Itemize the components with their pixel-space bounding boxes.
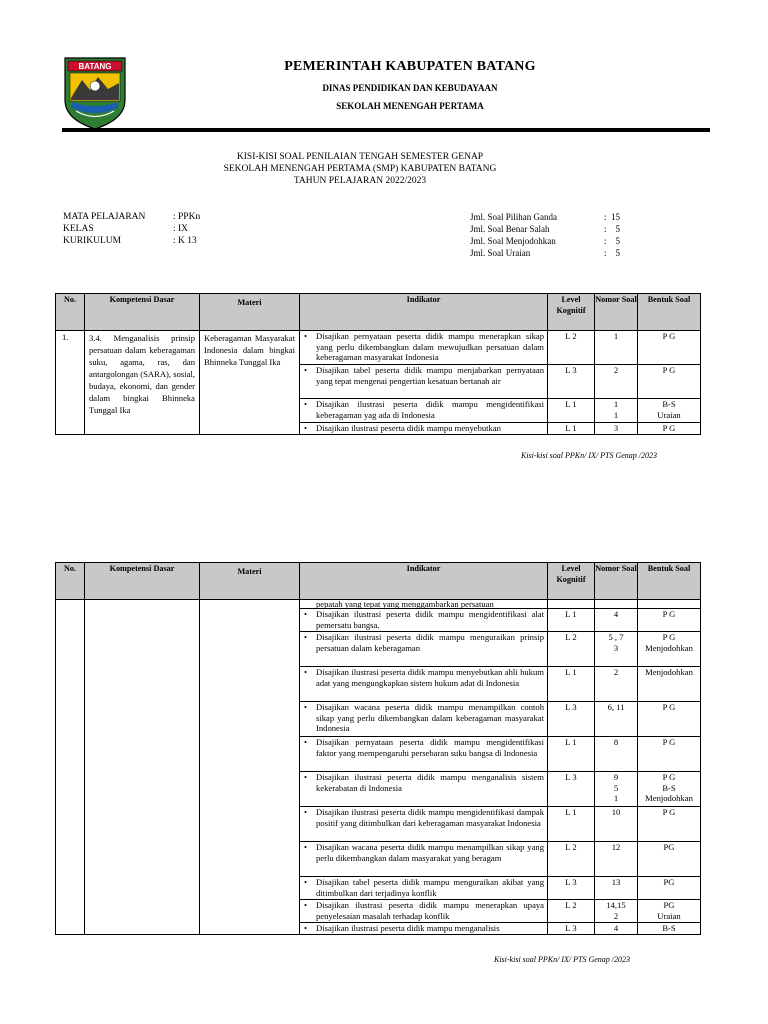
table-row: • Disajikan ilustrasi peserta didik mampu menguraikan prinsip persatuan dalam keberagaman L 2 5 , 7 3 P G Menjodohkan (56, 632, 701, 667)
info-value: : 15 (604, 212, 621, 222)
info-label: Jml. Soal Pilihan Ganda (470, 212, 557, 222)
nomor-soal: 3 (595, 423, 638, 435)
header-materi: Materi (237, 567, 262, 576)
info-label: Jml. Soal Benar Salah (470, 224, 550, 234)
kompetensi-dasar (85, 600, 200, 935)
header-government: PEMERINTAH KABUPATEN BATANG (284, 59, 536, 74)
table-row: • Disajikan ilustrasi peserta didik mampu mengidentifikasi dampak positif yang ditimbulkan dari keberagaman masyarakat Indonesia L 1 10 P G (56, 807, 701, 842)
nomor-soal: 6, 11 (595, 702, 638, 737)
header-materi: Materi (237, 298, 262, 307)
indikator-text: Disajikan ilustrasi peserta didik mampu menyebutkan (316, 423, 501, 433)
table-row: • Disajikan pernyataan peserta didik mampu mengidentifikasi faktor yang mempengaruhi persebaran suku bangsa di Indonesia L 1 8 P G (56, 737, 701, 772)
header-kompetensi: Kompetensi Dasar (109, 564, 175, 573)
bentuk-soal: P G (638, 807, 701, 842)
table-row: • Disajikan wacana peserta didik mampu menampilkan sikap yang perlu dikembangkan dalam masyarakat yang beragam L 2 12 PG (56, 842, 701, 877)
level-kognitif: L 2 (548, 632, 595, 667)
table-row: • Disajikan ilustrasi peserta didik mampu menyebutkan ahli hukum adat yang mengungkapkan sistem hukum adat di Indonesia L 1 2 Menjodohkan (56, 667, 701, 702)
document-title-1: KISI-KISI SOAL PENILAIAN TENGAH SEMESTER GENAP (236, 152, 484, 162)
header-indikator: Indikator (406, 564, 441, 573)
level-kognitif: L 3 (548, 772, 595, 807)
footnote-page2: Kisi-kisi soal PPKn/ IX/ PTS Genap /2023 (494, 955, 630, 964)
level-kognitif: L 1 (548, 667, 595, 702)
nomor-soal: 4 (595, 609, 638, 632)
header-department: DINAS PENDIDIKAN DAN KEBUDAYAAN (322, 83, 498, 93)
info-label: KELAS (63, 224, 94, 234)
level-kognitif: L 3 (548, 702, 595, 737)
table-row: 1. 3.4. Menganalisis prinsip persatuan dalam keberagaman suku, agama, ras, dan antargolongan (SARA), sosial, budaya, ekonomi, dan gender dalam bingkai Bhinneka Tunggal Ika Keberagaman Masyarakat Indonesia dalam bingkai Bhinneka Tunggal Ika • Disajikan pernyataan peserta didik mampu menerapkan sikap yang perlu dikembangkan dalam mewujudkan persatuan dalam keberagaman masyarakat Indonesia L 2 1 P G (56, 331, 701, 365)
indikator-text: Disajikan ilustrasi peserta didik mampu menganalisis (316, 923, 500, 933)
nomor-soal: 12 (595, 842, 638, 877)
materi (200, 600, 300, 935)
indikator-text: Disajikan ilustrasi peserta didik mampu menganalisis sistem kekerabatan di Indonesia (316, 772, 544, 793)
nomor-soal: 2 (595, 667, 638, 702)
indikator-text: Disajikan pernyataan peserta didik mampu mengidentifikasi faktor yang mempengaruhi persebaran suku bangsa di Indonesia (316, 737, 544, 758)
table-row: • Disajikan ilustrasi peserta didik mampu menganalisis sistem kekerabatan di Indonesia L 3 9 5 1 P G B-S Menjodohkan (56, 772, 701, 807)
header-no: No. (63, 295, 77, 304)
bentuk-soal: P G (638, 609, 701, 632)
bentuk-soal: P G Menjodohkan (638, 632, 701, 667)
header-kompetensi: Kompetensi Dasar (109, 295, 175, 304)
header-level: Level Kognitif (556, 295, 586, 315)
level-kognitif: L 2 (548, 331, 595, 365)
bentuk-soal: P G B-S Menjodohkan (638, 772, 701, 807)
info-label: Jml. Soal Uraian (470, 248, 531, 258)
table-row: • Disajikan ilustrasi peserta didik mampu menyebutkan L 1 3 P G (56, 423, 701, 435)
nomor-soal: 1 (595, 331, 638, 365)
level-kognitif: L 3 (548, 877, 595, 900)
info-right (470, 211, 620, 259)
bentuk-soal: P G (638, 331, 701, 365)
level-kognitif: L 3 (548, 365, 595, 399)
header-school: SEKOLAH MENENGAH PERTAMA (336, 101, 484, 111)
level-kognitif: L 1 (548, 609, 595, 632)
footnote-page1: Kisi-kisi soal PPKn/ IX/ PTS Genap /2023 (521, 451, 657, 460)
indikator-text: Disajikan wacana peserta didik mampu menampilkan sikap yang perlu dikembangkan dalam masyarakat yang beragam (316, 842, 544, 863)
header-bentuk: Bentuk Soal (647, 295, 691, 304)
indikator-text: Disajikan ilustrasi peserta didik mampu menguraikan prinsip persatuan dalam keberagaman (316, 632, 544, 653)
indikator-continuation: pepatah yang tepat yang menggambarkan persatuan (316, 600, 494, 608)
indikator-text: Disajikan ilustrasi peserta didik mampu mengidentifikasi dampak positif yang ditimbulkan dari keberagaman masyarakat Indonesia (316, 807, 544, 828)
info-value: : 5 (604, 248, 621, 258)
nomor-soal: 14,15 2 (595, 900, 638, 923)
header-bentuk: Bentuk Soal (647, 564, 691, 573)
table-row: • Disajikan ilustrasi peserta didik mampu mengidentifikasi keberagaman yag ada di Indonesia L 1 1 1 B-S Uraian (56, 399, 701, 423)
table-row: • Disajikan tabel peserta didik mampu menguraikan akibat yang ditimbulkan dari terjadinya konflik L 3 13 PG (56, 877, 701, 900)
indikator-text: Disajikan pernyataan peserta didik mampu menerapkan sikap yang perlu dikembangkan dalam mewujudkan persatuan dalam keberagaman masyarakat Indonesia (316, 331, 544, 362)
bentuk-soal: B-S Uraian (638, 399, 701, 423)
bentuk-soal: B-S (638, 923, 701, 935)
level-kognitif: L 1 (548, 423, 595, 435)
nomor-soal: 10 (595, 807, 638, 842)
batang-regency-logo (62, 56, 128, 130)
document-title-3: TAHUN PELAJARAN 2022/2023 (293, 176, 427, 186)
indikator-text: Disajikan wacana peserta didik mampu menampilkan contoh sikap yang perlu dikembangkan dalam keberagaman masyarakat Indonesia (316, 702, 544, 733)
table-row: • Disajikan ilustrasi peserta didik mampu menerapkan upaya penyelesaian masalah terhadap konflik L 2 14,15 2 PG Uraian (56, 900, 701, 923)
bentuk-soal: P G (638, 423, 701, 435)
nomor-soal: 5 , 7 3 (595, 632, 638, 667)
level-kognitif: L 1 (548, 399, 595, 423)
nomor-soal: 2 (595, 365, 638, 399)
table-row: • Disajikan tabel peserta didik mampu menjabarkan pernyataan yang tepat mengenai pengertian kesatuan bertanah air L 3 2 P G (56, 365, 701, 399)
indikator-text: Disajikan ilustrasi peserta didik mampu mengidentifikasi keberagaman yag ada di Indonesia (316, 399, 544, 420)
kompetensi-dasar: 3.4. Menganalisis prinsip persatuan dalam keberagaman suku, agama, ras, dan antargolongan (SARA), sosial, budaya, ekonomi, dan gender dalam bingkai Bhinneka Tunggal Ika (89, 333, 195, 415)
row-number: 1. (56, 331, 85, 435)
indikator-text: Disajikan tabel peserta didik mampu menguraikan akibat yang ditimbulkan dari terjadinya konflik (316, 877, 544, 898)
level-kognitif: L 1 (548, 737, 595, 772)
bentuk-soal: PG (638, 842, 701, 877)
indikator-text: Disajikan ilustrasi peserta didik mampu menyebutkan ahli hukum adat yang mengungkapkan sistem hukum adat di Indonesia (316, 667, 544, 688)
level-kognitif: L 3 (548, 923, 595, 935)
bentuk-soal: PG Uraian (638, 900, 701, 923)
materi: Keberagaman Masyarakat Indonesia dalam bingkai Bhinneka Tunggal Ika (204, 333, 295, 367)
header-rule (62, 128, 710, 132)
info-value: : PPKn (173, 212, 201, 222)
header-no: No. (63, 564, 77, 573)
indikator-text: Disajikan tabel peserta didik mampu menjabarkan pernyataan yang tepat mengenai pengertian kesatuan bertanah air (316, 365, 544, 386)
level-kognitif: L 1 (548, 807, 595, 842)
info-value: : IX (173, 224, 189, 234)
bentuk-soal: PG (638, 877, 701, 900)
header-level: Level Kognitif (556, 564, 586, 584)
info-value: : 5 (604, 224, 621, 234)
info-value: : 5 (604, 236, 621, 246)
nomor-soal: 9 5 1 (595, 772, 638, 807)
logo-text: BATANG (78, 62, 112, 71)
info-label: MATA PELAJARAN (63, 212, 146, 222)
kisi-kisi-table-page1 (55, 293, 701, 435)
level-kognitif: L 2 (548, 842, 595, 877)
info-value: : K 13 (173, 236, 197, 246)
document-title-2: SEKOLAH MENENGAH PERTAMA (SMP) KABUPATEN BATANG (223, 164, 497, 174)
table-row: • Disajikan wacana peserta didik mampu menampilkan contoh sikap yang perlu dikembangkan dalam keberagaman masyarakat Indonesia L 3 6, 11 P G (56, 702, 701, 737)
table-row (56, 600, 701, 609)
bentuk-soal: P G (638, 365, 701, 399)
info-label: KURIKULUM (63, 236, 122, 246)
row-number (56, 600, 85, 935)
header-indikator: Indikator (406, 295, 441, 304)
info-left (63, 211, 200, 247)
kisi-kisi-table-page2 (55, 562, 701, 935)
indikator-text: Disajikan ilustrasi peserta didik mampu mengidentifikasi alat pemersatu bangsa. (316, 609, 544, 630)
nomor-soal: 1 1 (595, 399, 638, 423)
bentuk-soal: Menjodohkan (638, 667, 701, 702)
table-row: • Disajikan ilustrasi peserta didik mampu mengidentifikasi alat pemersatu bangsa. L 1 4 P G (56, 609, 701, 632)
header-nomor: Nomor Soal (595, 295, 637, 304)
nomor-soal: 13 (595, 877, 638, 900)
nomor-soal: 8 (595, 737, 638, 772)
nomor-soal: 4 (595, 923, 638, 935)
header-nomor: Nomor Soal (595, 564, 637, 573)
level-kognitif: L 2 (548, 900, 595, 923)
table-row: • Disajikan ilustrasi peserta didik mampu menganalisis L 3 4 B-S (56, 923, 701, 935)
indikator-text: Disajikan ilustrasi peserta didik mampu menerapkan upaya penyelesaian masalah terhadap konflik (316, 900, 544, 921)
bentuk-soal: P G (638, 737, 701, 772)
bentuk-soal: P G (638, 702, 701, 737)
info-label: Jml. Soal Menjodohkan (470, 236, 556, 246)
